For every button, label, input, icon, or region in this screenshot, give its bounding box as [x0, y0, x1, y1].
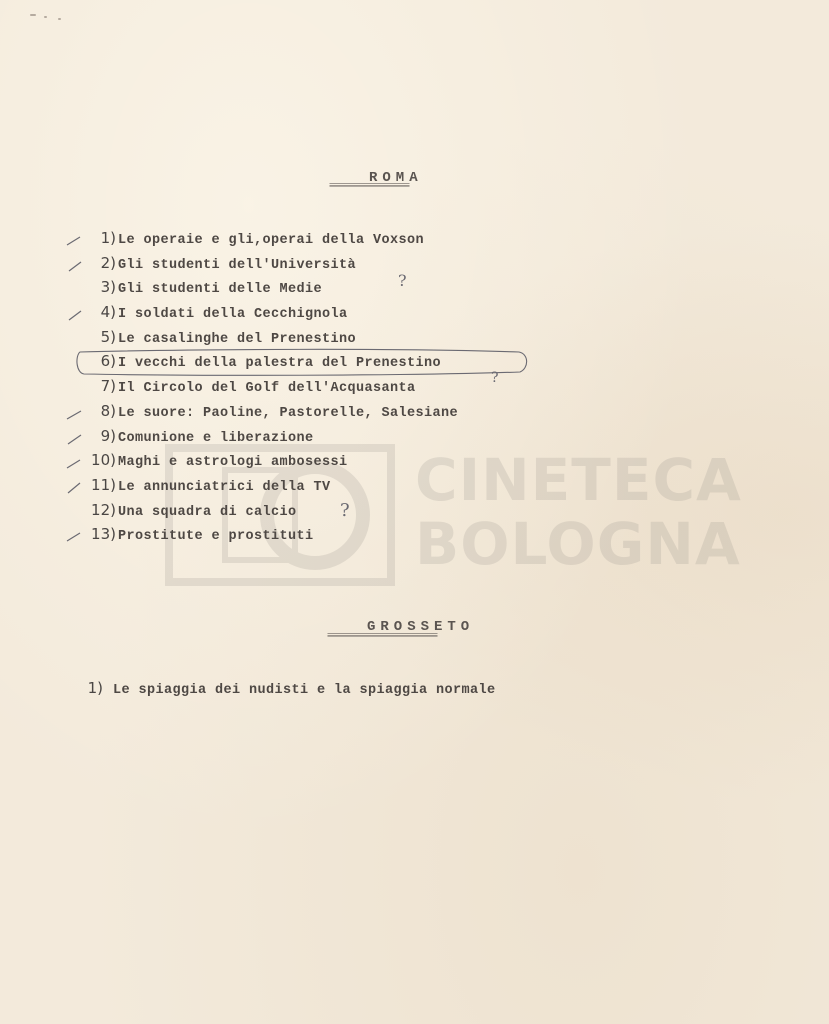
item-number: 12) — [91, 500, 116, 519]
pencil-tick-icon — [66, 256, 82, 272]
item-number: 5) — [100, 327, 116, 346]
pencil-tick-icon — [66, 527, 82, 543]
section-underline-grosseto: ====================== — [327, 633, 438, 641]
section-heading-grosseto: GROSSETO — [367, 619, 475, 635]
item-text: I soldati della Cecchignola — [118, 307, 348, 323]
pencil-tick-icon — [66, 231, 82, 247]
question-mark-icon: ? — [398, 271, 407, 290]
watermark-line-1: CINETECA — [415, 446, 742, 514]
item-text: Gli studenti dell'Università — [118, 257, 357, 273]
item-number: 6) — [100, 352, 116, 371]
paper-speck — [58, 18, 61, 20]
pencil-tick-icon — [66, 453, 82, 469]
question-mark-icon: ? — [491, 370, 499, 386]
pencil-circle-icon — [74, 348, 530, 376]
item-text: Gli studenti delle Medie — [118, 282, 323, 298]
item-text: Le suore: Paoline, Pastorelle, Salesiane — [118, 405, 459, 421]
item-text: Le spiaggia dei nudisti e la spiaggia normale — [113, 683, 496, 698]
item-number: 11) — [91, 475, 116, 494]
list-item — [66, 473, 458, 498]
item-text: Le casalinghe del Prenestino — [118, 331, 357, 347]
list-item — [66, 676, 496, 701]
pencil-tick-icon — [66, 429, 82, 445]
item-number: 9) — [100, 426, 116, 445]
item-number: 13) — [91, 525, 116, 544]
paper-speck — [30, 14, 36, 16]
list-item — [66, 424, 458, 449]
item-number: 3) — [100, 278, 116, 297]
item-text: Comunione e liberazione — [118, 430, 314, 446]
item-text: Le operaie e gli,operai della Voxson — [118, 233, 425, 248]
pencil-tick-icon — [66, 478, 82, 494]
section-underline-roma: ================ — [329, 183, 410, 191]
item-text: Maghi e astrologi ambosessi — [118, 455, 348, 471]
item-text: Le annunciatrici della TV — [118, 479, 331, 495]
item-text: Prostitute e prostituti — [118, 529, 314, 545]
item-number: 1) — [100, 229, 116, 247]
section-heading-roma: ROMA — [369, 170, 423, 186]
list-item — [66, 448, 458, 473]
watermark-line-2: BOLOGNA — [415, 510, 741, 578]
grosseto-list — [66, 676, 496, 701]
question-mark-icon: ? — [340, 500, 350, 521]
item-number: 1) — [87, 679, 103, 697]
list-item — [66, 498, 458, 523]
list-item — [66, 300, 458, 325]
item-number: 7) — [100, 377, 116, 396]
item-number: 10) — [91, 451, 116, 470]
item-text: Il Circolo del Golf dell'Acquasanta — [118, 381, 416, 397]
item-number: 8) — [100, 401, 116, 420]
paper-speck — [44, 16, 47, 18]
list-item — [66, 522, 458, 547]
list-item — [66, 226, 458, 251]
pencil-tick-icon — [66, 305, 82, 321]
item-text: Una squadra di calcio — [118, 504, 297, 520]
item-number: 2) — [100, 253, 116, 272]
list-item — [66, 325, 458, 350]
pencil-tick-icon — [66, 404, 82, 420]
list-item — [66, 399, 458, 424]
list-item — [66, 374, 458, 399]
item-number: 4) — [100, 303, 116, 322]
item-text: I vecchi della palestra del Prenestino — [118, 356, 442, 372]
